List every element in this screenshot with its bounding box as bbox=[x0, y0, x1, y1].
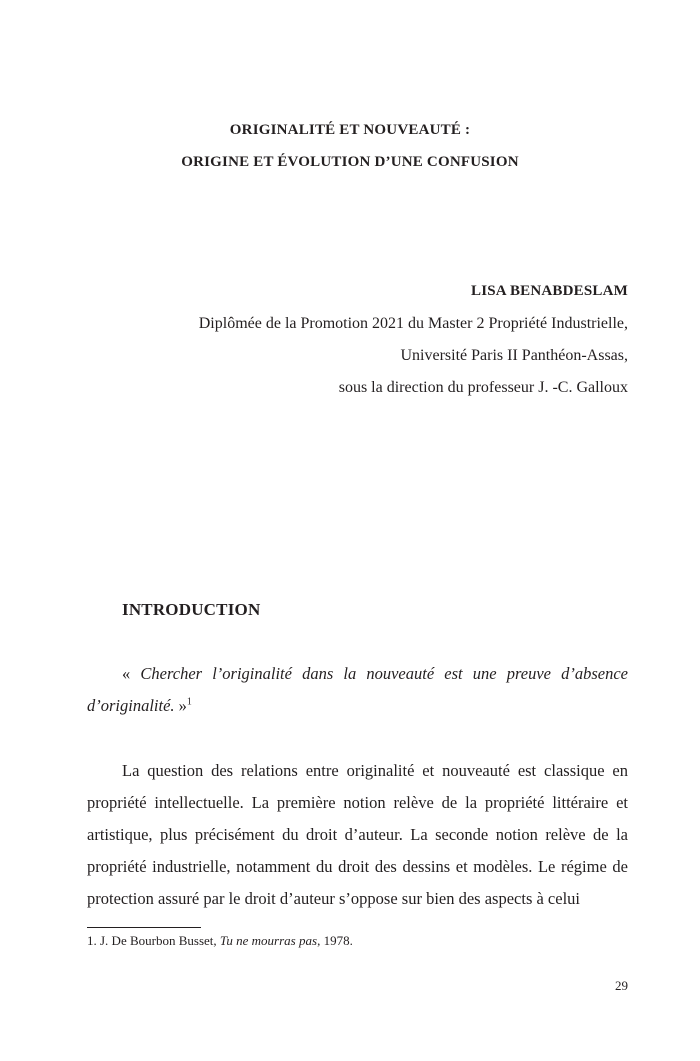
footnote-number: 1. bbox=[87, 933, 100, 948]
footnote-prefix: J. De Bourbon Busset, bbox=[100, 933, 220, 948]
article-title-line-2: ORIGINE ET ÉVOLUTION D’UNE CONFUSION bbox=[181, 154, 519, 170]
footnote-reference[interactable]: 1 bbox=[186, 696, 192, 708]
footnote-work-title: Tu ne mourras pas bbox=[219, 933, 318, 948]
epigraph-quote bbox=[87, 658, 628, 722]
quote-open-mark: « bbox=[122, 664, 141, 683]
article-title-line-1: ORIGINALITÉ ET NOUVEAUTÉ : bbox=[229, 122, 471, 138]
body-paragraph: La question des relations entre originalité et nouveauté est classique en propriété intellectuelle. La première notion relève de la propriété littéraire et artistique, plus précisément du droit d’auteur. La seconde notion relève de la propriété industrielle, notamment du droit des dessins et modèles. Le régime de protection assuré par le droit d’auteur s’oppose sur bien des aspects à celui bbox=[87, 761, 628, 908]
footnote-separator bbox=[87, 927, 201, 928]
quote-text: Chercher l’originalité dans la nouveauté est une preuve d’absence d’originalité. bbox=[87, 664, 628, 715]
author-affiliation-line-2: Université Paris II Panthéon-Assas, bbox=[400, 347, 628, 364]
author-affiliation-line-3: sous la direction du professeur J. -C. Galloux bbox=[338, 379, 628, 396]
author-affiliation-line-1: Diplômée de la Promotion 2021 du Master 2 Propriété Industrielle, bbox=[198, 315, 628, 332]
page-number: 29 bbox=[615, 978, 628, 993]
quote-close-mark: » bbox=[174, 696, 187, 715]
footnote-suffix: , 1978. bbox=[317, 933, 353, 948]
section-heading: INTRODUCTION bbox=[122, 600, 261, 619]
footnote bbox=[87, 933, 353, 949]
author-name: LISA BENABDESLAM bbox=[471, 283, 628, 299]
